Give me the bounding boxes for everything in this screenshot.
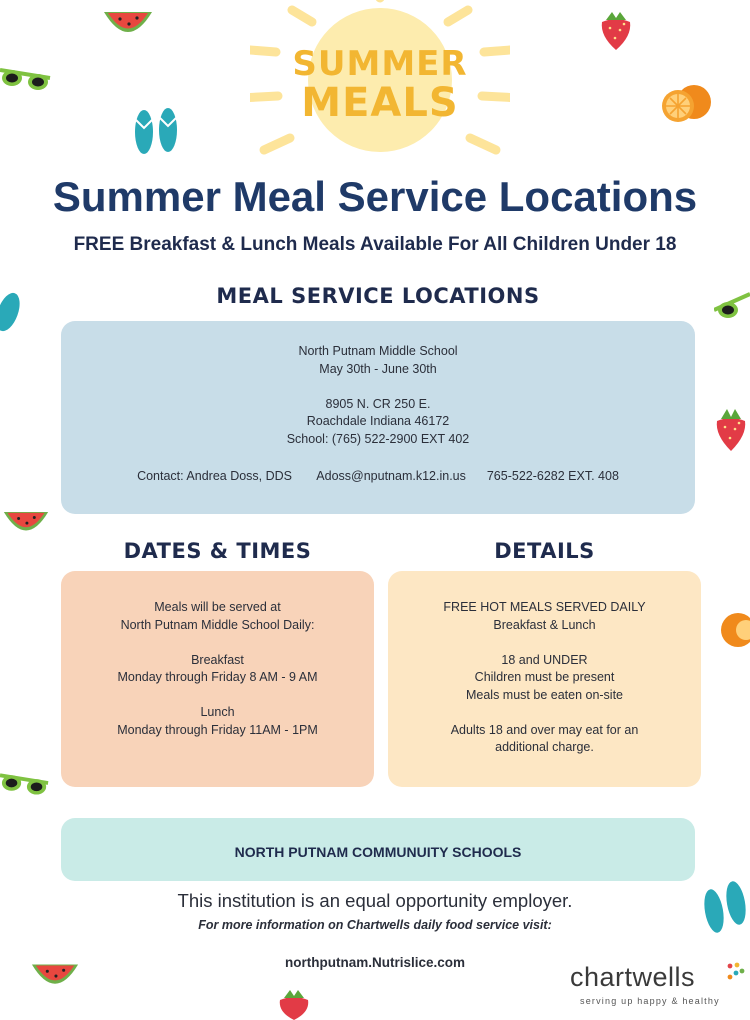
chartwells-wordmark: chartwells [570, 962, 696, 992]
details-line-7: additional charge. [495, 740, 594, 754]
strawberry-icon [598, 8, 634, 52]
locations-box [61, 321, 695, 514]
breakfast-time: Monday through Friday 8 AM - 9 AM [117, 670, 318, 684]
contact-email[interactable]: Adoss@nputnam.k12.in.us [316, 468, 466, 483]
details-line-6: Adults 18 and over may eat for an [450, 722, 639, 737]
chartwells-dots-icon [726, 962, 746, 982]
strawberry-icon [713, 405, 749, 453]
orange-icon [716, 608, 750, 652]
flip-flops-icon [130, 104, 184, 158]
district-name: NORTH PUTNAM COMMUNUITY SCHOOLS [234, 844, 522, 860]
dates-line-2: North Putnam Middle School Daily: [120, 617, 315, 632]
details-info [388, 599, 701, 757]
watermelon-icon [2, 508, 50, 540]
details-heading: DETAILS [494, 539, 595, 563]
locations-heading: MEAL SERVICE LOCATIONS [216, 284, 540, 308]
dates-times-box [61, 571, 374, 787]
details-line-1: FREE HOT MEALS SERVED DAILY [443, 600, 646, 614]
details-line-5: Meals must be eaten on-site [465, 687, 624, 702]
contact-phone: 765-522-6282 EXT. 408 [486, 468, 619, 483]
contact-name: Contact: Andrea Doss, DDS [137, 468, 293, 483]
details-line-2: Breakfast & Lunch [493, 617, 596, 632]
sunglasses-icon [0, 768, 50, 798]
page-subtitle: FREE Breakfast & Lunch Meals Available For All Children Under 18 [73, 234, 677, 255]
dates-times-info [61, 599, 374, 739]
school-name: North Putnam Middle School [298, 344, 458, 358]
details-line-3: 18 and UNDER [501, 652, 588, 667]
service-dates: May 30th - June 30th [319, 361, 437, 376]
address-line-2: Roachdale Indiana 46172 [306, 414, 450, 428]
locations-info [61, 343, 695, 485]
sunglasses-icon [0, 64, 52, 92]
lunch-label: Lunch [200, 705, 235, 719]
strawberry-icon [276, 990, 312, 1020]
summer-meals-logo [250, 0, 510, 160]
more-info-text: For more information on Chartwells daily food service visit: [198, 918, 552, 932]
watermelon-icon [102, 8, 154, 42]
page-title: Summer Meal Service Locations [52, 173, 698, 220]
details-line-4: Children must be present [474, 670, 615, 684]
district-banner [61, 818, 695, 881]
breakfast-label: Breakfast [191, 652, 244, 667]
nutrislice-link[interactable]: northputnam.Nutrislice.com [284, 955, 465, 970]
chartwells-tagline: serving up happy & healthy [580, 996, 720, 1006]
dates-line-1: Meals will be served at [154, 600, 281, 614]
lunch-time: Monday through Friday 11AM - 1PM [117, 722, 318, 737]
logo-line-meals: MEALS [301, 80, 459, 126]
chartwells-logo [560, 960, 750, 1020]
dates-times-heading: DATES & TIMES [123, 539, 312, 563]
contact-line [61, 468, 695, 486]
equal-opportunity-statement: This institution is an equal opportunity employer. [177, 890, 573, 911]
logo-line-summer: SUMMER [292, 44, 468, 84]
orange-icon [660, 82, 714, 126]
address-line-1: 8905 N. CR 250 E. [325, 396, 431, 411]
details-box [388, 571, 701, 787]
school-phone: School: (765) 522-2900 EXT 402 [286, 431, 470, 446]
